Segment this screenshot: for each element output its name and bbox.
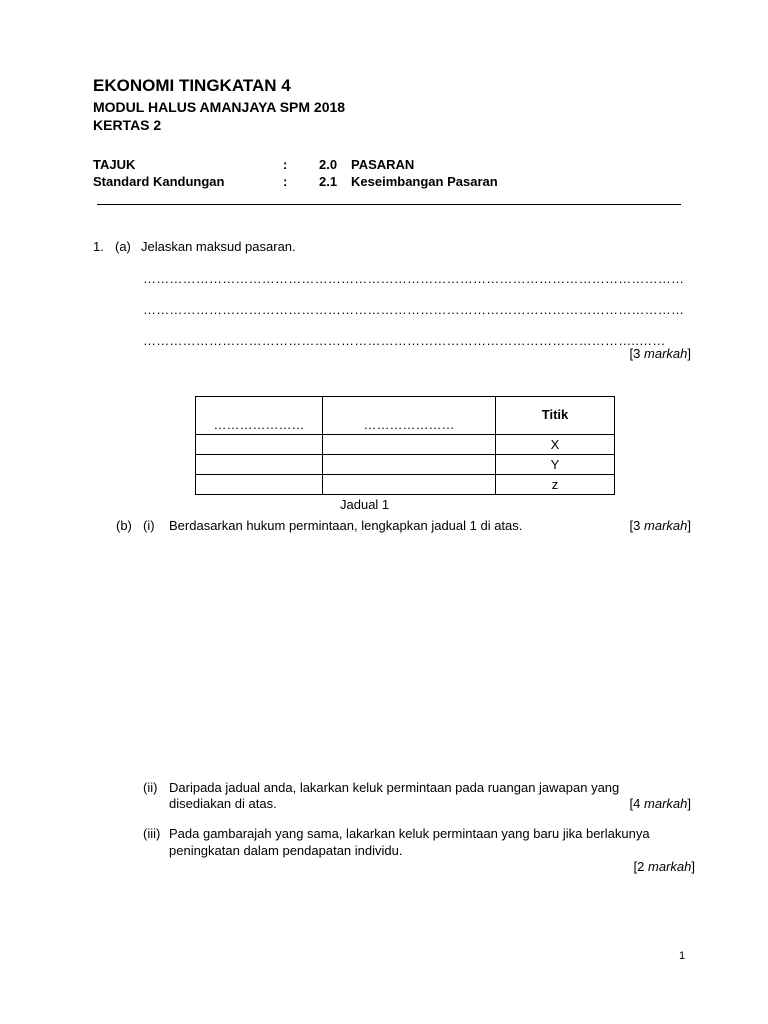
standard-number: 2.1 xyxy=(319,174,338,189)
table-row xyxy=(196,435,615,455)
sub-ii-line-2: disediakan di atas. xyxy=(169,796,277,811)
standard-colon: : xyxy=(283,174,288,189)
answer-line-3: …………………………………………………………………………………………………..…… xyxy=(143,333,666,348)
table-cell xyxy=(196,475,323,495)
document-title: EKONOMI TINGKATAN 4 xyxy=(93,76,291,95)
table-cell xyxy=(196,435,323,455)
table-header-blank-1: ………………… xyxy=(196,397,323,435)
table-cell xyxy=(323,435,496,455)
sub-i-marks: [3 markah] xyxy=(629,518,691,533)
table-header-titik: Titik xyxy=(496,397,615,435)
sub-iii-label: (iii) xyxy=(143,826,161,841)
table-caption: Jadual 1 xyxy=(340,497,390,512)
part-b-label: (b) xyxy=(116,518,132,533)
header-divider xyxy=(97,204,681,205)
module-title: MODUL HALUS AMANJAYA SPM 2018 xyxy=(93,99,346,115)
question-number: 1. xyxy=(93,239,104,254)
table-cell xyxy=(323,475,496,495)
sub-ii-marks: [4 markah] xyxy=(629,796,691,811)
answer-line-1: …………………………………………………………………………………………………………… xyxy=(143,271,685,286)
sub-iii-line-2: peningkatan dalam pendapatan individu. xyxy=(169,843,403,858)
part-a-label: (a) xyxy=(115,239,131,254)
topic-label: TAJUK xyxy=(93,157,136,172)
answer-line-2: …………………………………………………………………………………………………………… xyxy=(143,302,685,317)
jadual-1-table xyxy=(195,396,615,495)
table-row xyxy=(196,455,615,475)
sub-iii-marks: [2 markah] xyxy=(633,859,695,874)
standard-label: Standard Kandungan xyxy=(93,174,225,189)
table-cell xyxy=(196,455,323,475)
sub-ii-label: (ii) xyxy=(143,780,158,795)
table-cell-point: z xyxy=(496,475,615,495)
table-cell-point: Y xyxy=(496,455,615,475)
sub-i-label: (i) xyxy=(143,518,155,533)
standard-value: Keseimbangan Pasaran xyxy=(351,174,498,189)
part-a-marks: [3 markah] xyxy=(629,346,691,361)
part-a-text: Jelaskan maksud pasaran. xyxy=(141,239,296,254)
table-cell-point: X xyxy=(496,435,615,455)
topic-colon: : xyxy=(283,157,288,172)
paper-title: KERTAS 2 xyxy=(93,117,162,133)
page-number: 1 xyxy=(679,950,686,962)
topic-value: PASARAN xyxy=(351,157,415,172)
table-header-blank-2: ………………… xyxy=(323,397,496,435)
sub-ii-line-1: Daripada jadual anda, lakarkan keluk permintaan pada ruangan jawapan yang xyxy=(169,780,620,795)
table-cell xyxy=(323,455,496,475)
sub-iii-line-1: Pada gambarajah yang sama, lakarkan keluk permintaan yang baru jika berlakunya xyxy=(169,826,650,841)
topic-number: 2.0 xyxy=(319,157,338,172)
sub-i-text: Berdasarkan hukum permintaan, lengkapkan jadual 1 di atas. xyxy=(169,518,523,533)
table-row xyxy=(196,475,615,495)
table-header-row xyxy=(196,397,615,435)
